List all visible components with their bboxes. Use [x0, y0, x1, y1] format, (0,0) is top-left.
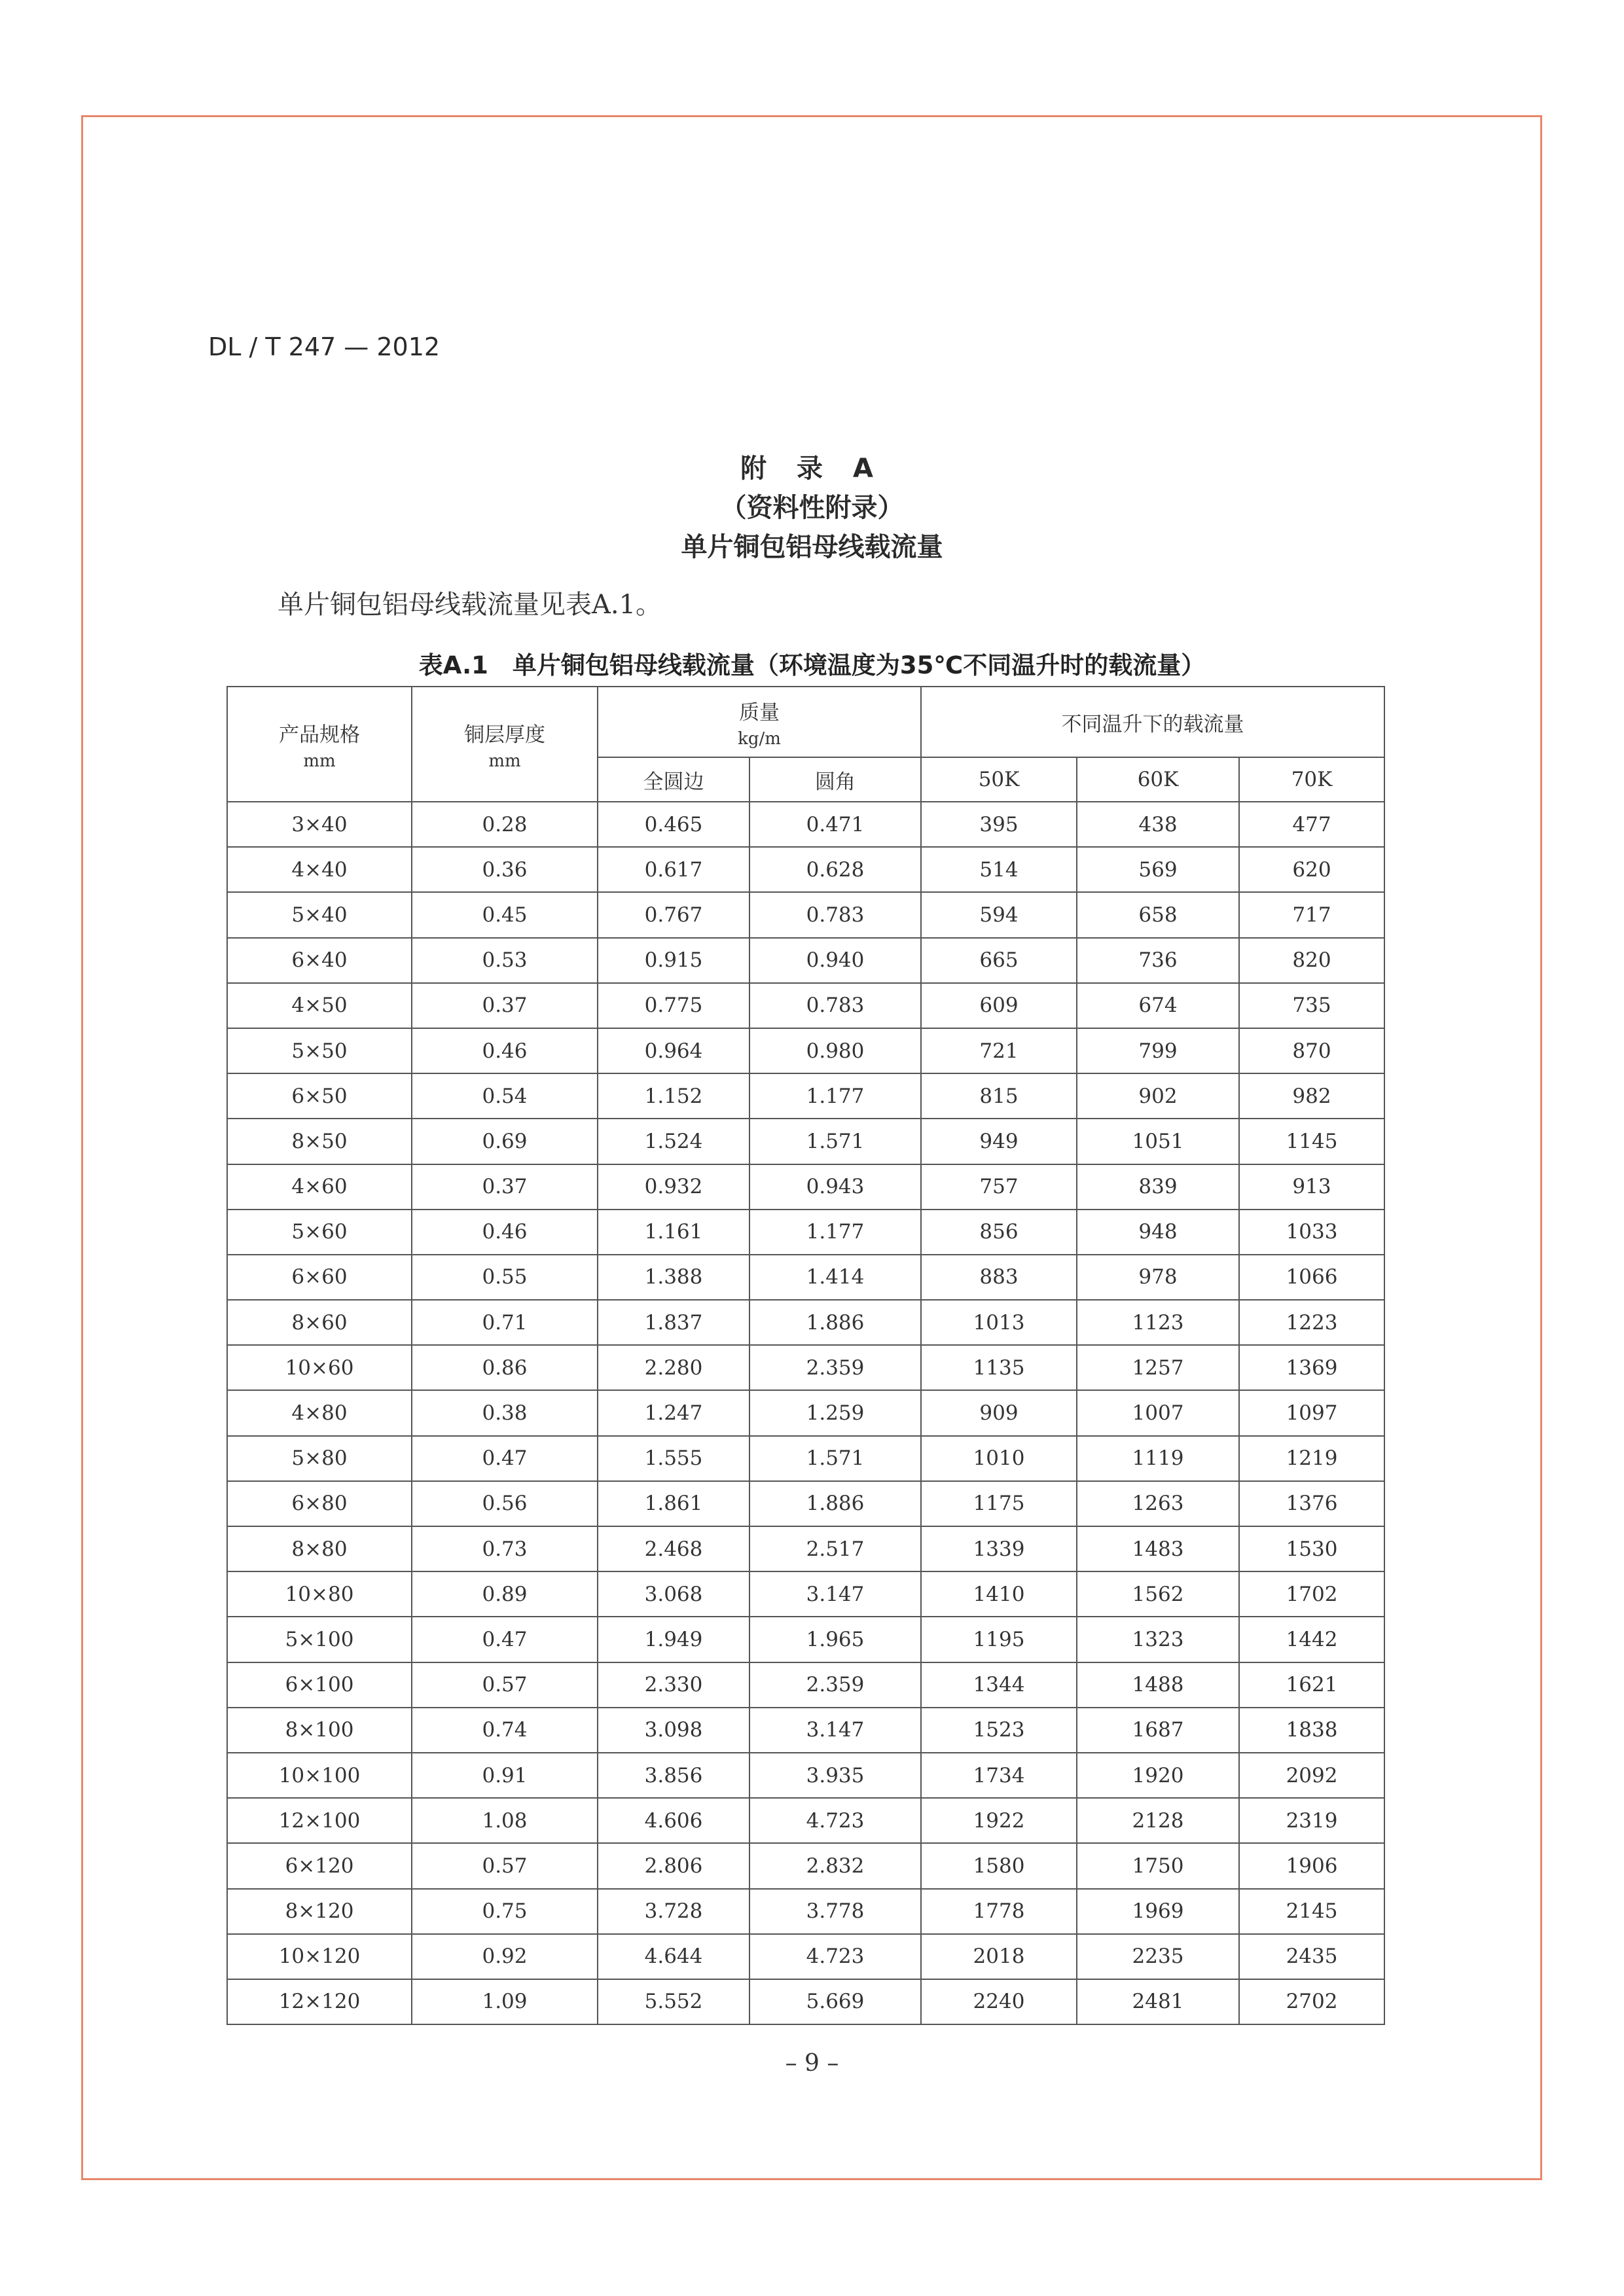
cell-current-60k: 1323	[1077, 1617, 1239, 1662]
cell-current-50k: 1778	[921, 1889, 1077, 1934]
cell-mass-full-round: 2.330	[598, 1662, 749, 1708]
cell-mass-round-corner: 3.147	[749, 1708, 921, 1753]
cell-mass-round-corner: 5.669	[749, 1979, 921, 2024]
cell-mass-round-corner: 3.778	[749, 1889, 921, 1934]
cell-current-50k: 815	[921, 1073, 1077, 1119]
cell-mass-round-corner: 0.980	[749, 1028, 921, 1073]
table-row	[227, 983, 1384, 1028]
cell-spec: 6×50	[227, 1073, 412, 1119]
header-thickness-unit: mm	[488, 751, 521, 771]
cell-current-50k: 1135	[921, 1345, 1077, 1390]
cell-current-50k: 856	[921, 1210, 1077, 1255]
cell-mass-full-round: 1.524	[598, 1119, 749, 1164]
cell-thickness: 0.73	[412, 1526, 598, 1571]
cell-thickness: 0.54	[412, 1073, 598, 1119]
cell-current-60k: 839	[1077, 1164, 1239, 1210]
cell-thickness: 0.47	[412, 1436, 598, 1481]
cell-current-50k: 883	[921, 1255, 1077, 1300]
cell-spec: 8×100	[227, 1708, 412, 1753]
table-row	[227, 1481, 1384, 1526]
cell-mass-round-corner: 1.886	[749, 1481, 921, 1526]
header-spec	[227, 687, 412, 802]
cell-current-50k: 609	[921, 983, 1077, 1028]
cell-thickness: 0.47	[412, 1617, 598, 1662]
cell-spec: 4×80	[227, 1390, 412, 1435]
table-row	[227, 1662, 1384, 1708]
table-row	[227, 1390, 1384, 1435]
table-row	[227, 938, 1384, 983]
cell-current-50k: 594	[921, 892, 1077, 937]
table-row	[227, 1617, 1384, 1662]
cell-current-60k: 1263	[1077, 1481, 1239, 1526]
table-row	[227, 1345, 1384, 1390]
cell-current-70k: 1442	[1239, 1617, 1384, 1662]
cell-current-60k: 438	[1077, 802, 1239, 847]
cell-mass-full-round: 0.465	[598, 802, 749, 847]
cell-current-70k: 1530	[1239, 1526, 1384, 1571]
cell-mass-full-round: 5.552	[598, 1979, 749, 2024]
cell-current-60k: 1007	[1077, 1390, 1239, 1435]
table-row	[227, 1889, 1384, 1934]
cell-mass-full-round: 1.949	[598, 1617, 749, 1662]
cell-mass-round-corner: 1.886	[749, 1300, 921, 1345]
cell-thickness: 0.56	[412, 1481, 598, 1526]
cell-current-70k: 1033	[1239, 1210, 1384, 1255]
cell-current-60k: 1051	[1077, 1119, 1239, 1164]
cell-thickness: 0.57	[412, 1662, 598, 1708]
cell-mass-round-corner: 2.359	[749, 1662, 921, 1708]
cell-current-60k: 799	[1077, 1028, 1239, 1073]
cell-current-60k: 1257	[1077, 1345, 1239, 1390]
cell-spec: 12×120	[227, 1979, 412, 2024]
table-row	[227, 1571, 1384, 1617]
cell-current-50k: 949	[921, 1119, 1077, 1164]
cell-current-50k: 1195	[921, 1617, 1077, 1662]
cell-current-60k: 1920	[1077, 1753, 1239, 1798]
cell-mass-full-round: 3.068	[598, 1571, 749, 1617]
cell-current-50k: 1580	[921, 1843, 1077, 1888]
cell-current-50k: 1523	[921, 1708, 1077, 1753]
cell-spec: 10×120	[227, 1934, 412, 1979]
cell-thickness: 0.37	[412, 983, 598, 1028]
cell-current-60k: 1123	[1077, 1300, 1239, 1345]
cell-mass-full-round: 1.861	[598, 1481, 749, 1526]
cell-thickness: 0.57	[412, 1843, 598, 1888]
cell-current-60k: 736	[1077, 938, 1239, 983]
table-row	[227, 892, 1384, 937]
cell-spec: 8×80	[227, 1526, 412, 1571]
cell-current-50k: 1922	[921, 1798, 1077, 1843]
cell-spec: 3×40	[227, 802, 412, 847]
cell-current-60k: 1750	[1077, 1843, 1239, 1888]
appendix-title: 单片铜包铝母线载流量	[681, 532, 943, 562]
cell-mass-full-round: 1.555	[598, 1436, 749, 1481]
cell-spec: 5×60	[227, 1210, 412, 1255]
page-number: – 9 –	[785, 2050, 839, 2077]
cell-mass-full-round: 0.775	[598, 983, 749, 1028]
cell-current-60k: 978	[1077, 1255, 1239, 1300]
cell-current-70k: 1838	[1239, 1708, 1384, 1753]
header-spec-label: 产品规格	[279, 723, 360, 747]
cell-mass-full-round: 1.161	[598, 1210, 749, 1255]
ampacity-table	[226, 686, 1385, 2025]
table-row	[227, 1073, 1384, 1119]
table-row	[227, 1798, 1384, 1843]
cell-spec: 6×60	[227, 1255, 412, 1300]
cell-current-60k: 658	[1077, 892, 1239, 937]
cell-mass-round-corner: 4.723	[749, 1798, 921, 1843]
cell-spec: 8×120	[227, 1889, 412, 1934]
cell-mass-full-round: 0.932	[598, 1164, 749, 1210]
header-mass	[598, 687, 921, 757]
cell-current-60k: 2481	[1077, 1979, 1239, 2024]
header-thickness	[412, 687, 598, 802]
header-mass-unit: kg/m	[738, 728, 781, 749]
cell-current-70k: 1369	[1239, 1345, 1384, 1390]
cell-mass-round-corner: 1.259	[749, 1390, 921, 1435]
cell-spec: 6×100	[227, 1662, 412, 1708]
cell-thickness: 0.55	[412, 1255, 598, 1300]
cell-thickness: 0.71	[412, 1300, 598, 1345]
table-row	[227, 847, 1384, 892]
cell-mass-full-round: 3.856	[598, 1753, 749, 1798]
cell-current-60k: 1687	[1077, 1708, 1239, 1753]
cell-mass-round-corner: 2.359	[749, 1345, 921, 1390]
cell-mass-round-corner: 3.147	[749, 1571, 921, 1617]
header-mass-round-corner: 圆角	[749, 757, 921, 802]
cell-current-50k: 1410	[921, 1571, 1077, 1617]
table-row	[227, 1300, 1384, 1345]
cell-spec: 6×40	[227, 938, 412, 983]
header-spec-unit: mm	[303, 751, 336, 771]
cell-mass-round-corner: 0.783	[749, 892, 921, 937]
cell-thickness: 0.46	[412, 1210, 598, 1255]
cell-current-50k: 2018	[921, 1934, 1077, 1979]
cell-thickness: 1.08	[412, 1798, 598, 1843]
cell-spec: 8×60	[227, 1300, 412, 1345]
cell-mass-round-corner: 1.177	[749, 1073, 921, 1119]
cell-mass-round-corner: 2.517	[749, 1526, 921, 1571]
cell-thickness: 0.86	[412, 1345, 598, 1390]
header-70k: 70K	[1239, 757, 1384, 802]
table-row	[227, 1119, 1384, 1164]
cell-current-50k: 395	[921, 802, 1077, 847]
cell-mass-full-round: 0.915	[598, 938, 749, 983]
header-60k: 60K	[1077, 757, 1239, 802]
cell-mass-round-corner: 0.628	[749, 847, 921, 892]
table-row	[227, 1526, 1384, 1571]
cell-current-70k: 1097	[1239, 1390, 1384, 1435]
cell-current-70k: 870	[1239, 1028, 1384, 1073]
cell-current-60k: 1562	[1077, 1571, 1239, 1617]
cell-mass-round-corner: 1.965	[749, 1617, 921, 1662]
cell-current-60k: 2128	[1077, 1798, 1239, 1843]
header-mass-label: 质量	[739, 700, 780, 725]
cell-thickness: 0.91	[412, 1753, 598, 1798]
table-row	[227, 802, 1384, 847]
cell-mass-round-corner: 0.471	[749, 802, 921, 847]
cell-mass-full-round: 2.806	[598, 1843, 749, 1888]
cell-spec: 6×120	[227, 1843, 412, 1888]
cell-current-60k: 1483	[1077, 1526, 1239, 1571]
table-body	[227, 802, 1384, 2024]
cell-current-50k: 1175	[921, 1481, 1077, 1526]
table-row	[227, 1436, 1384, 1481]
document-code: DL / T 247 — 2012	[208, 332, 441, 361]
header-mass-full-round: 全圆边	[598, 757, 749, 802]
table-row	[227, 1210, 1384, 1255]
cell-thickness: 0.69	[412, 1119, 598, 1164]
cell-thickness: 0.45	[412, 892, 598, 937]
cell-mass-round-corner: 1.571	[749, 1436, 921, 1481]
cell-current-50k: 721	[921, 1028, 1077, 1073]
cell-current-60k: 2235	[1077, 1934, 1239, 1979]
cell-mass-round-corner: 0.940	[749, 938, 921, 983]
cell-mass-full-round: 1.388	[598, 1255, 749, 1300]
cell-current-60k: 948	[1077, 1210, 1239, 1255]
cell-current-70k: 1702	[1239, 1571, 1384, 1617]
cell-spec: 10×100	[227, 1753, 412, 1798]
table-row	[227, 1028, 1384, 1073]
cell-thickness: 0.75	[412, 1889, 598, 1934]
cell-current-70k: 717	[1239, 892, 1384, 937]
cell-mass-round-corner: 1.414	[749, 1255, 921, 1300]
appendix-label: 附 录 A	[740, 454, 884, 484]
cell-thickness: 0.74	[412, 1708, 598, 1753]
cell-mass-round-corner: 1.571	[749, 1119, 921, 1164]
cell-spec: 5×100	[227, 1617, 412, 1662]
cell-current-70k: 1906	[1239, 1843, 1384, 1888]
cell-mass-full-round: 4.606	[598, 1798, 749, 1843]
cell-current-50k: 1013	[921, 1300, 1077, 1345]
cell-current-60k: 1969	[1077, 1889, 1239, 1934]
cell-mass-full-round: 3.728	[598, 1889, 749, 1934]
cell-spec: 4×40	[227, 847, 412, 892]
table-row	[227, 1934, 1384, 1979]
cell-mass-full-round: 2.468	[598, 1526, 749, 1571]
cell-current-60k: 902	[1077, 1073, 1239, 1119]
cell-thickness: 0.46	[412, 1028, 598, 1073]
cell-thickness: 0.38	[412, 1390, 598, 1435]
intro-paragraph: 单片铜包铝母线载流量见表A.1。	[278, 590, 662, 620]
table-row	[227, 1255, 1384, 1300]
cell-current-70k: 1621	[1239, 1662, 1384, 1708]
cell-current-70k: 2092	[1239, 1753, 1384, 1798]
cell-current-70k: 1223	[1239, 1300, 1384, 1345]
cell-thickness: 1.09	[412, 1979, 598, 2024]
header-50k: 50K	[921, 757, 1077, 802]
cell-thickness: 0.36	[412, 847, 598, 892]
cell-current-70k: 1376	[1239, 1481, 1384, 1526]
cell-mass-round-corner: 2.832	[749, 1843, 921, 1888]
appendix-note: （资料性附录）	[720, 493, 904, 523]
cell-spec: 4×50	[227, 983, 412, 1028]
cell-current-50k: 1344	[921, 1662, 1077, 1708]
cell-current-70k: 2145	[1239, 1889, 1384, 1934]
table-row	[227, 1708, 1384, 1753]
cell-current-70k: 2702	[1239, 1979, 1384, 2024]
cell-mass-full-round: 0.617	[598, 847, 749, 892]
cell-current-70k: 913	[1239, 1164, 1384, 1210]
cell-spec: 10×80	[227, 1571, 412, 1617]
cell-thickness: 0.53	[412, 938, 598, 983]
table-caption: 表A.1 单片铜包铝母线载流量（环境温度为35℃不同温升时的载流量）	[418, 651, 1206, 679]
cell-current-60k: 674	[1077, 983, 1239, 1028]
cell-current-50k: 757	[921, 1164, 1077, 1210]
cell-current-70k: 620	[1239, 847, 1384, 892]
cell-current-70k: 477	[1239, 802, 1384, 847]
table-row	[227, 1979, 1384, 2024]
cell-current-50k: 2240	[921, 1979, 1077, 2024]
header-thickness-label: 铜层厚度	[464, 723, 545, 747]
cell-mass-full-round: 1.152	[598, 1073, 749, 1119]
cell-mass-full-round: 2.280	[598, 1345, 749, 1390]
cell-thickness: 0.89	[412, 1571, 598, 1617]
cell-current-70k: 1219	[1239, 1436, 1384, 1481]
cell-mass-full-round: 0.767	[598, 892, 749, 937]
cell-mass-round-corner: 4.723	[749, 1934, 921, 1979]
cell-current-50k: 1010	[921, 1436, 1077, 1481]
cell-spec: 10×60	[227, 1345, 412, 1390]
table-row	[227, 1753, 1384, 1798]
cell-current-70k: 820	[1239, 938, 1384, 983]
header-current: 不同温升下的载流量	[921, 687, 1384, 757]
cell-current-50k: 665	[921, 938, 1077, 983]
cell-current-50k: 1734	[921, 1753, 1077, 1798]
cell-mass-full-round: 0.964	[598, 1028, 749, 1073]
cell-current-60k: 569	[1077, 847, 1239, 892]
cell-mass-round-corner: 1.177	[749, 1210, 921, 1255]
cell-mass-round-corner: 3.935	[749, 1753, 921, 1798]
cell-mass-full-round: 3.098	[598, 1708, 749, 1753]
cell-mass-round-corner: 0.943	[749, 1164, 921, 1210]
cell-spec: 6×80	[227, 1481, 412, 1526]
table-row	[227, 1843, 1384, 1888]
cell-spec: 5×50	[227, 1028, 412, 1073]
cell-current-60k: 1488	[1077, 1662, 1239, 1708]
cell-spec: 5×80	[227, 1436, 412, 1481]
cell-mass-full-round: 1.837	[598, 1300, 749, 1345]
cell-thickness: 0.28	[412, 802, 598, 847]
cell-mass-round-corner: 0.783	[749, 983, 921, 1028]
cell-spec: 12×100	[227, 1798, 412, 1843]
cell-spec: 4×60	[227, 1164, 412, 1210]
cell-mass-full-round: 4.644	[598, 1934, 749, 1979]
cell-mass-full-round: 1.247	[598, 1390, 749, 1435]
table-row	[227, 1164, 1384, 1210]
cell-current-60k: 1119	[1077, 1436, 1239, 1481]
cell-current-70k: 1066	[1239, 1255, 1384, 1300]
cell-current-50k: 909	[921, 1390, 1077, 1435]
cell-spec: 5×40	[227, 892, 412, 937]
cell-current-50k: 514	[921, 847, 1077, 892]
cell-current-50k: 1339	[921, 1526, 1077, 1571]
cell-current-70k: 735	[1239, 983, 1384, 1028]
cell-current-70k: 1145	[1239, 1119, 1384, 1164]
cell-current-70k: 982	[1239, 1073, 1384, 1119]
cell-spec: 8×50	[227, 1119, 412, 1164]
cell-thickness: 0.37	[412, 1164, 598, 1210]
cell-current-70k: 2435	[1239, 1934, 1384, 1979]
cell-current-70k: 2319	[1239, 1798, 1384, 1843]
cell-thickness: 0.92	[412, 1934, 598, 1979]
